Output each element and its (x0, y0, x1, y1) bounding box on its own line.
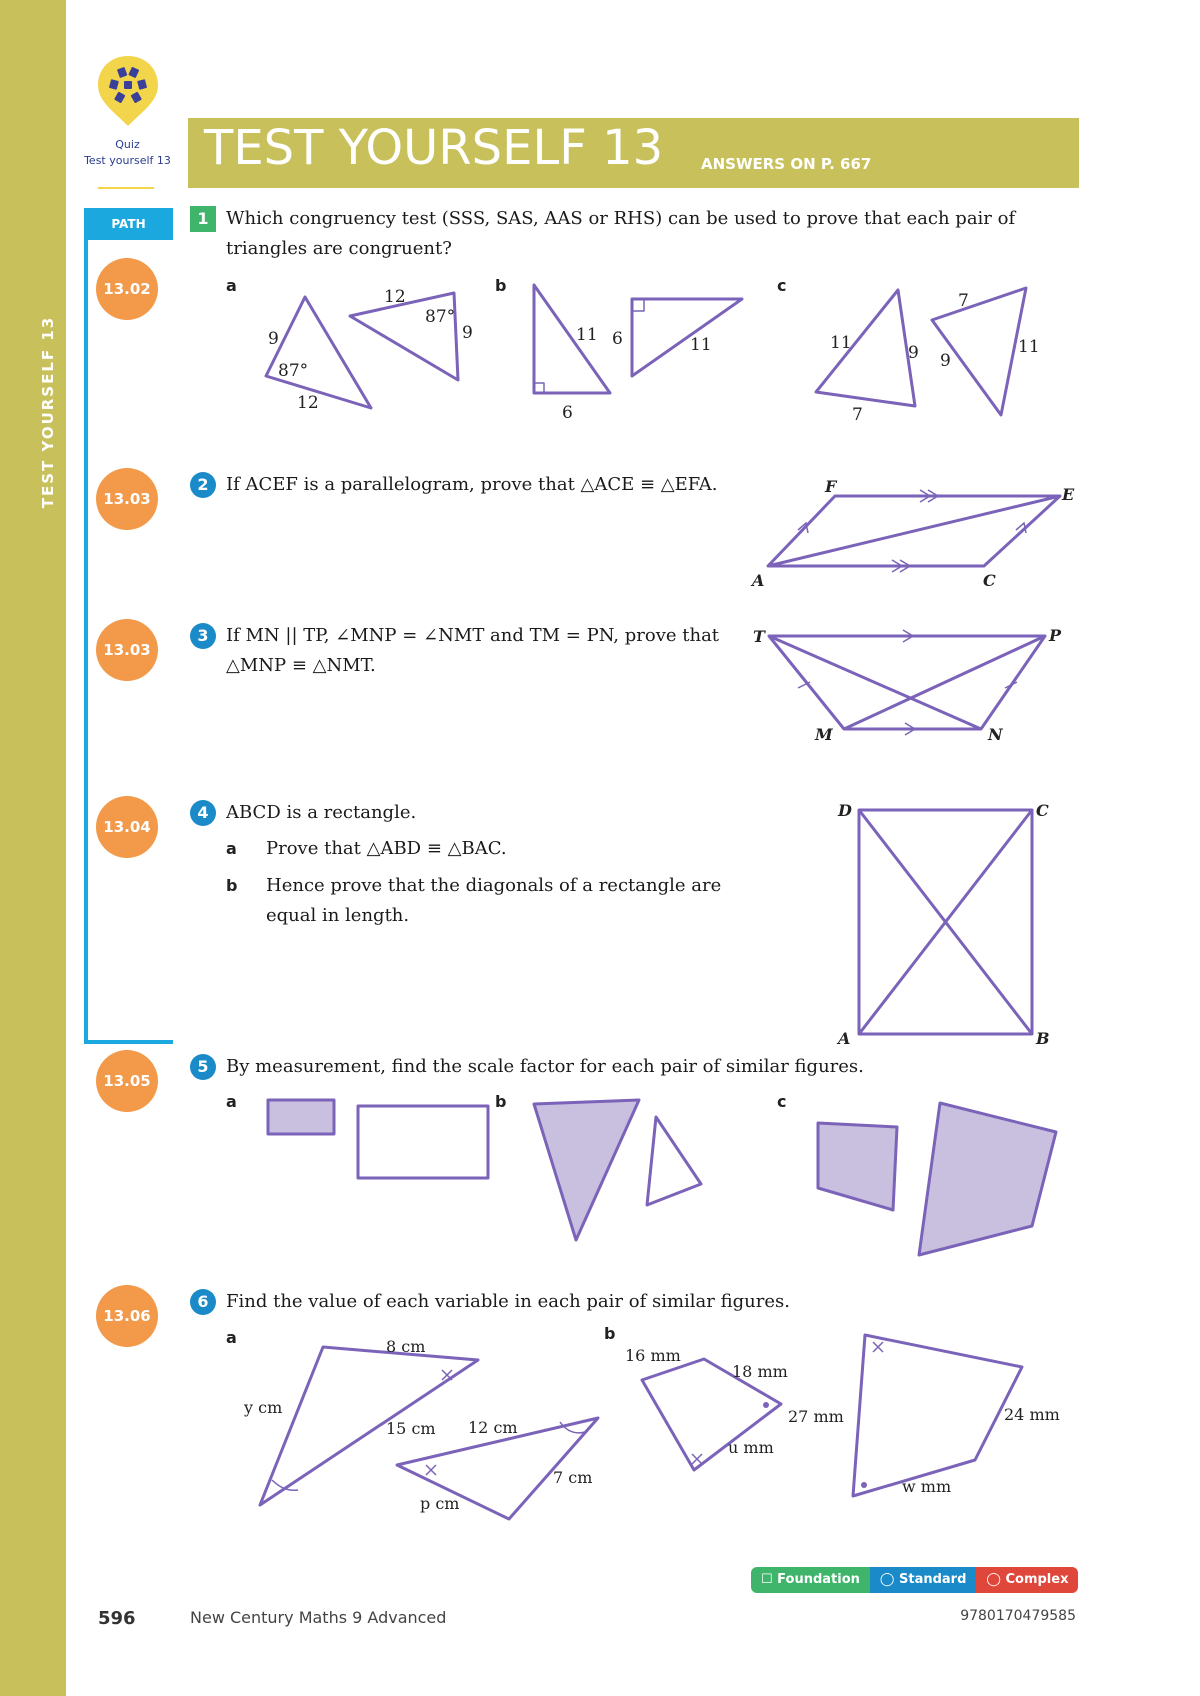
question-number-6: 6 (190, 1289, 216, 1315)
badge-q2[interactable]: 13.03 (96, 468, 158, 530)
q1b-label-6: 6 (562, 403, 573, 423)
question-5-text: By measurement, find the scale factor for each pair of similar figures. (226, 1056, 864, 1077)
q4-vertex-c: C (1036, 801, 1049, 820)
side-label: TEST YOURSELF 13 (39, 315, 57, 509)
q6b-quad-2 (853, 1335, 1022, 1496)
q3-vertex-p: P (1049, 626, 1062, 645)
question-number-4: 4 (190, 800, 216, 826)
q1-part-c-label: c (777, 276, 787, 295)
q4-part-b-text: Hence prove that the diagonals of a rectangle are equal in length. (266, 875, 722, 926)
q2-vertex-c: C (983, 571, 996, 590)
q6a-label-pcm: p cm (420, 1494, 460, 1513)
dot-mark (763, 1402, 769, 1408)
q4-vertex-a: A (838, 1029, 851, 1048)
badge-q5[interactable]: 13.05 (96, 1050, 158, 1112)
badge-q6[interactable]: 13.06 (96, 1285, 158, 1347)
q2-vertex-f: F (825, 477, 837, 496)
q4-vertex-d: D (838, 801, 852, 820)
q3-vertex-m: M (815, 725, 833, 744)
quiz-label-line1: Quiz (115, 138, 140, 151)
q4-part-a-text: Prove that △ABD ≡ △BAC. (266, 838, 507, 859)
q6a-label-ycm: y cm (244, 1398, 283, 1417)
question-1-text: Which congruency test (SSS, SAS, AAS or RHS) can be used to prove that each pair of triangles are congruent? (226, 208, 1016, 259)
q6-part-a-label: a (226, 1328, 237, 1347)
q5c-small-quad (818, 1123, 897, 1210)
q1b-triangle-2 (632, 299, 742, 376)
q6b-label-16mm: 16 mm (625, 1346, 681, 1365)
answers-reference: ANSWERS ON P. 667 (701, 155, 872, 173)
q6a-label-15cm: 15 cm (386, 1419, 436, 1438)
q1b-label-11: 11 (576, 325, 598, 345)
question-number-3: 3 (190, 623, 216, 649)
question-6-text: Find the value of each variable in each pair of similar figures. (226, 1291, 790, 1312)
q6a-label-8cm: 8 cm (386, 1337, 426, 1356)
q3-vertex-n: N (988, 725, 1003, 744)
q1-part-b-label: b (495, 276, 507, 295)
q6b-label-24mm: 24 mm (1004, 1405, 1060, 1424)
q1a-label-12: 12 (297, 393, 319, 413)
q1c-label-7b: 7 (958, 291, 969, 311)
question-4-text: ABCD is a rectangle. (226, 802, 417, 823)
q5a-small-rectangle (268, 1100, 334, 1134)
question-number-5: 5 (190, 1054, 216, 1080)
q1c-label-9: 9 (908, 343, 919, 363)
q1b-triangle-1 (534, 285, 610, 393)
dot-mark (861, 1482, 867, 1488)
q1c-label-7: 7 (852, 405, 863, 425)
badge-q4[interactable]: 13.04 (96, 796, 158, 858)
q4-part-b-label: b (226, 876, 238, 895)
q1b-label-11b: 11 (690, 335, 712, 355)
page-number: 596 (98, 1608, 136, 1629)
cross-mark (426, 1465, 436, 1475)
q6b-label-umm: u mm (728, 1438, 774, 1457)
q1b-label-6b: 6 (612, 329, 623, 349)
q2-vertex-e: E (1062, 485, 1075, 504)
q5-part-a-label: a (226, 1092, 237, 1111)
difficulty-legend (751, 1567, 1078, 1593)
quiz-label-line2: Test yourself 13 (84, 154, 171, 167)
question-2-text: If ACEF is a parallelogram, prove that △ACE ≡ △EFA. (226, 474, 718, 495)
q1c-label-11b: 11 (1018, 337, 1040, 357)
q5a-large-rectangle (358, 1106, 488, 1178)
path-tab: PATH (84, 208, 173, 240)
q5b-small-triangle (647, 1117, 701, 1205)
q5-part-c-label: c (777, 1092, 787, 1111)
q6a-label-7cm: 7 cm (553, 1468, 593, 1487)
question-number-2: 2 (190, 472, 216, 498)
badge-q3[interactable]: 13.03 (96, 619, 158, 681)
q6b-label-27mm: 27 mm (788, 1407, 844, 1426)
question-3-text: If MN || TP, ∠MNP = ∠NMT and TM = PN, prove that △MNP ≡ △NMT. (226, 625, 720, 676)
cross-mark (692, 1454, 702, 1464)
q3-trapezium (769, 636, 1045, 729)
q6b-label-wmm: w mm (902, 1477, 952, 1496)
q6a-triangle-1 (260, 1347, 478, 1505)
q1a-label-87: 87° (278, 361, 309, 381)
isbn: 9780170479585 (960, 1608, 1076, 1624)
q1a-label-12b: 12 (384, 287, 406, 307)
cross-mark (442, 1370, 452, 1380)
q2-vertex-a: A (752, 571, 765, 590)
q4-part-a-label: a (226, 839, 237, 858)
q6a-label-12cm: 12 cm (468, 1418, 518, 1437)
badge-q1[interactable]: 13.02 (96, 258, 158, 320)
q4-vertex-b: B (1036, 1029, 1050, 1048)
q1a-label-9: 9 (268, 329, 279, 349)
q1c-label-11: 11 (830, 333, 852, 353)
q5-part-b-label: b (495, 1092, 507, 1111)
legend-foundation: ☐ Foundation (751, 1567, 870, 1593)
q6-part-b-label: b (604, 1324, 616, 1343)
q2-diagonal (768, 496, 1060, 566)
q6b-label-18mm: 18 mm (732, 1362, 788, 1381)
book-title: New Century Maths 9 Advanced (190, 1608, 447, 1627)
page-title: TEST YOURSELF 13 (204, 120, 664, 176)
legend-standard: ◯ Standard (870, 1567, 976, 1593)
q1c-label-9b: 9 (940, 351, 951, 371)
q1-part-a-label: a (226, 276, 237, 295)
q3-vertex-t: T (753, 627, 765, 646)
q1b-right-angle-2 (632, 299, 644, 311)
cross-mark (873, 1342, 883, 1352)
legend-complex: ◯ Complex (976, 1567, 1078, 1593)
q5c-large-quad (919, 1103, 1056, 1255)
q1a-label-87b: 87° (425, 307, 456, 327)
q5b-large-triangle (534, 1100, 639, 1240)
question-number-1: 1 (190, 206, 216, 232)
q1a-label-9b: 9 (462, 323, 473, 343)
